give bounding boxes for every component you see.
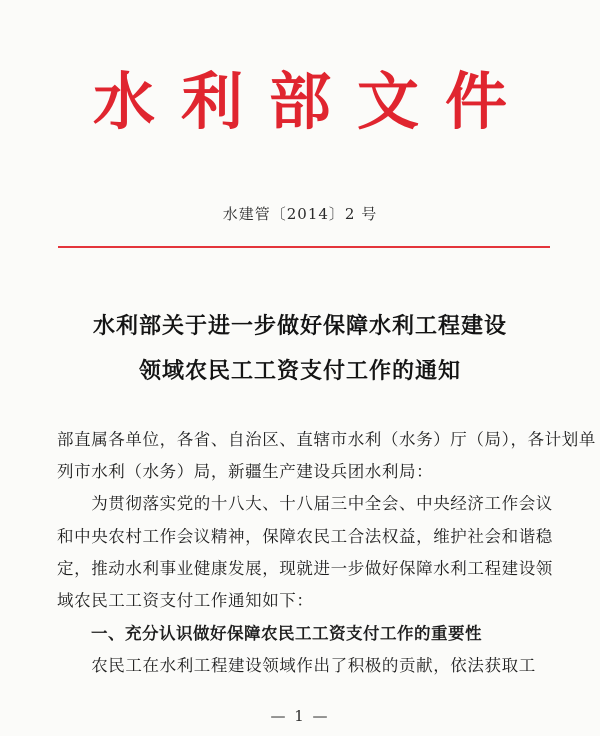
document-number: 水建管〔2014〕2 号 — [222, 205, 378, 223]
page-number: — 1 — — [270, 707, 330, 725]
body-paragraph-line: 为贯彻落实党的十八大、十八届三中全会、中央经济工作会议 — [57, 494, 553, 513]
body-paragraph-line: 定，推动水利事业健康发展，现就进一步做好保障水利工程建设领 — [57, 559, 553, 578]
body-paragraph-line: 和中央农村工作会议精神，保障农民工合法权益，维护社会和谐稳 — [57, 527, 553, 546]
addressee-line-1: 部直属各单位，各省、自治区、直辖市水利（水务）厅（局），各计划单 — [57, 430, 596, 449]
body-paragraph-line: 农民工在水利工程建设领域作出了积极的贡献，依法获取工 — [57, 656, 536, 675]
section-heading: 一、充分认识做好保障农民工工资支付工作的重要性 — [57, 624, 482, 643]
issuer-char: 件 — [444, 65, 507, 138]
document-title-line-1: 水利部关于进一步做好保障水利工程建设 — [92, 314, 507, 339]
red-separator-line — [58, 246, 550, 248]
issuer-char: 水 — [92, 65, 155, 138]
issuer-header — [0, 62, 600, 142]
addressee-line-2: 列市水利（水务）局，新疆生产建设兵团水利局： — [57, 462, 434, 481]
document-title-line-2: 领域农民工工资支付工作的通知 — [138, 359, 461, 384]
body-paragraph-line: 域农民工工资支付工作通知如下： — [57, 591, 314, 610]
issuer-char: 利 — [180, 65, 243, 138]
issuer-char: 部 — [268, 65, 331, 138]
issuer-char: 文 — [356, 65, 419, 138]
